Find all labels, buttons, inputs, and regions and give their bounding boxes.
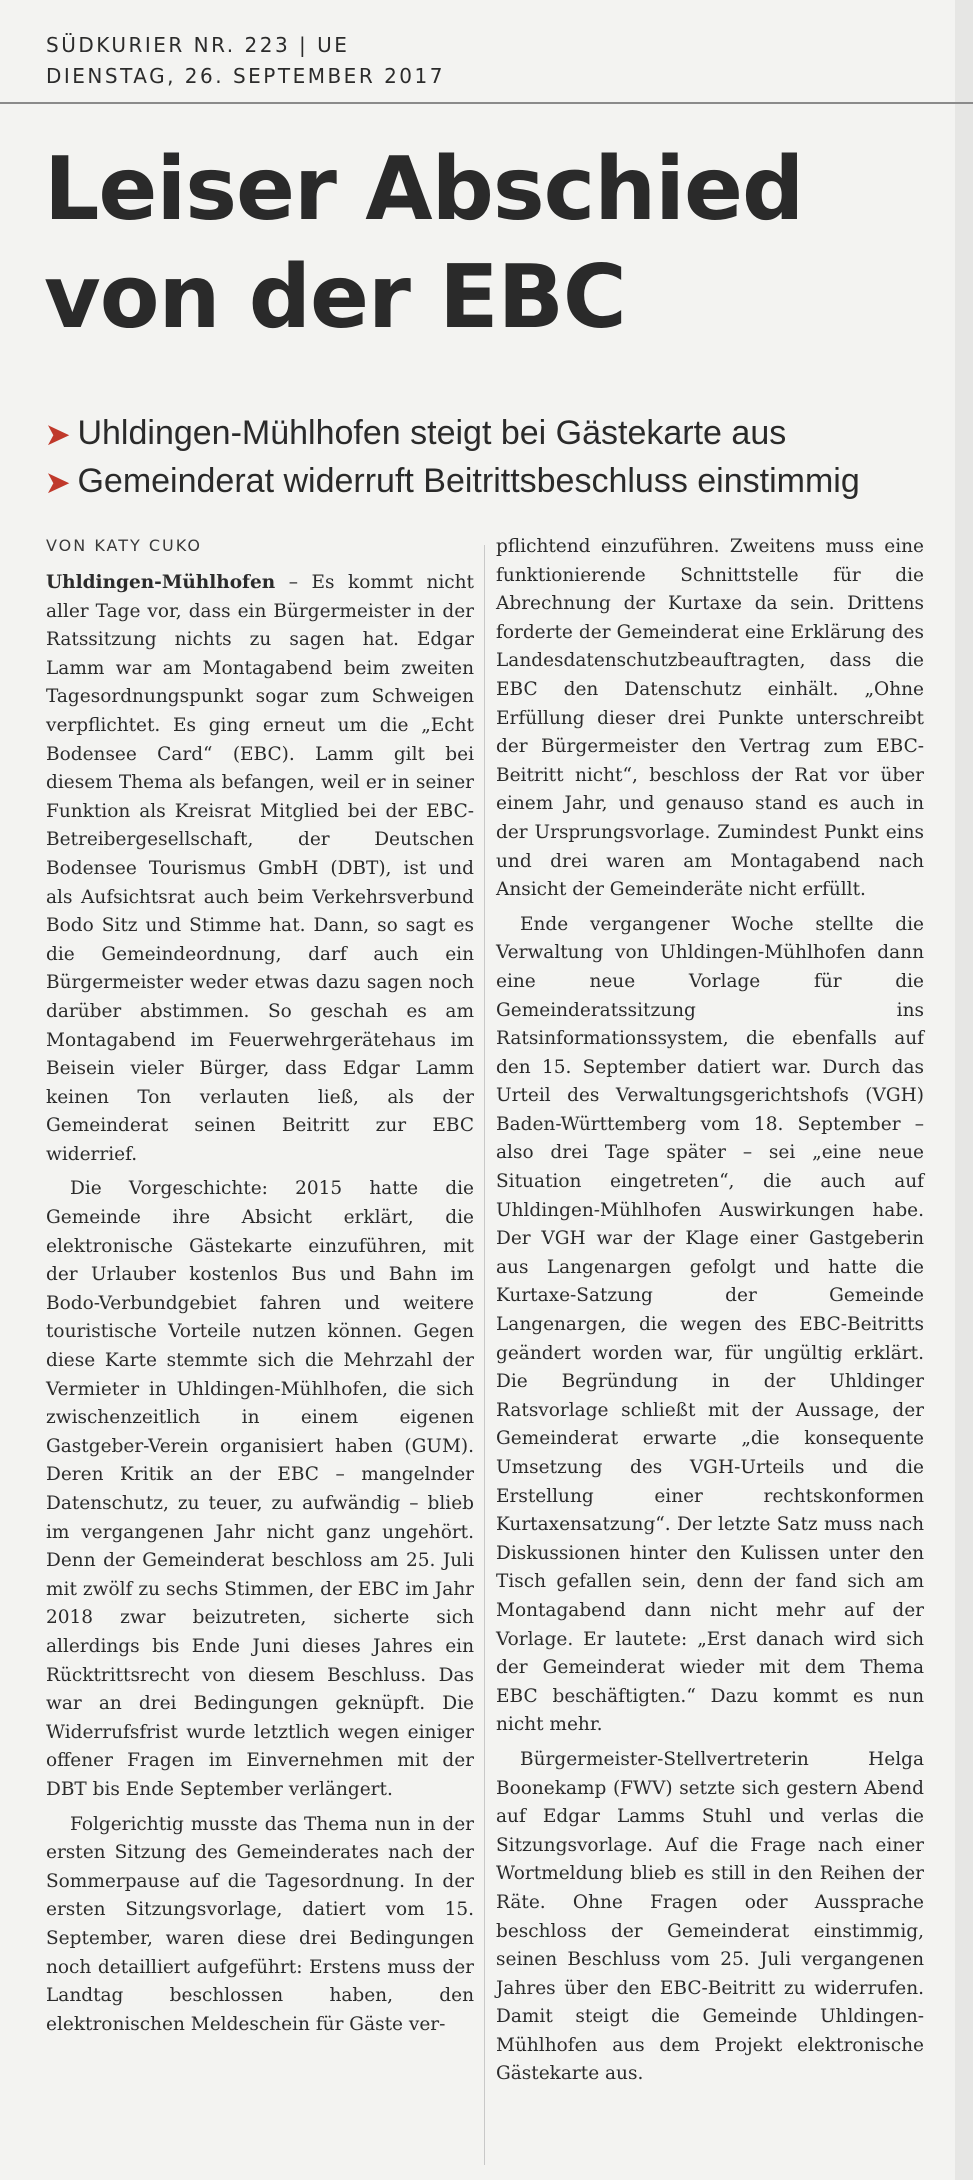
paragraph-2: Die Vorgeschichte: 2015 hatte die Gemeinde ihre Absicht erklärt, die elektronische Gästekarte einzuführen, mit der Urlauber kostenlos Bus und Bahn im Bodo-Verbundgebiet fahren und weitere touristische Vorteile nutzen können. Gegen diese Karte stemmte sich die Mehrzahl der Vermieter in Uhldingen-Mühlhofen, die sich zwischenzeitlich in einem eigenen Gastgeber-Verein organisiert haben (GUM). Deren Kritik an der EBC – mangelnder Datenschutz, zu teuer, zu aufwändig – blieb im vergangenen Jahr nicht ganz ungehört. Denn der Gemeinderat beschloss am 25. Juli mit zwölf zu sechs Stimmen, der EBC im Jahr 2018 zwar beizutreten, sicherte sich allerdings bis Ende Juni dieses Jahres ein Rücktrittsrecht von diesem Beschluss. Das war an drei Bedingungen geknüpft. Die Widerrufsfrist wurde letztlich wegen einiger offener Fragen im Einvernehmen mit der DBT bis Ende September verlängert.	[46, 1178, 474, 1800]
masthead	[46, 30, 546, 92]
page-edge	[955, 0, 973, 2180]
header-rule	[0, 102, 973, 104]
paragraph-5: Bürgermeister-Stellvertreterin Helga Boonekamp (FWV) setzte sich gestern Abend auf Edgar Lamms Stuhl und verlas die Sitzungsvorlage. Auf die Frage nach einer Wortmeldung blieb es still in den Reihen der Räte. Ohne Fragen oder Aussprache beschloss der Gemeinderat einstimmig, seinen Beschluss vom 25. Juli vergangenen Jahres über den EBC-Beitritt zu widerrufen. Damit steigt die Gemeinde Uhldingen-Mühlhofen aus dem Projekt elektronische Gästekarte aus.	[496, 1748, 924, 2085]
dateline-place: Uhldingen-Mühlhofen	[46, 572, 276, 593]
byline: VON KATY CUKO	[46, 536, 202, 555]
subhead-text: Gemeinderat widerruft Beitrittsbeschluss einstimmig	[77, 462, 860, 500]
paragraph-4: Ende vergangener Woche stellte die Verwaltung von Uhldingen-Mühlhofen dann eine neue Vorlage für die Gemeinderatssitzung ins Ratsinformationssystem, die ebenfalls auf den 15. September datiert war. Durch das Urteil des Verwaltungsgerichtshofs (VGH) Baden-Württemberg vom 18. September – also drei Tage später – sei „eine neue Situation eingetreten“, die auch auf Uhldingen-Mühlhofen Auswirkungen habe. Der VGH war der Klage einer Gastgeberin aus Langenargen gefolgt und hatte die Kurtaxe-Satzung der Gemeinde Langenargen, die wegen des EBC-Beitritts geändert worden war, für ungültig erklärt. Die Begründung in der Uhldinger Ratsvorlage schließt mit der Aussage, der Gemeinderat erwarte „die konsequente Umsetzung des VGH-Urteils und die Erstellung einer rechtskonformen Kurtaxensatzung“. Der letzte Satz muss nach Diskussionen hinter den Kulissen unter den Tisch gefallen sein, denn der fand sich am Montagabend dann nicht mehr auf der Vorlage. Er lautete: „Erst danach wird sich der Gemeinderat wieder mit dem Thema EBC beschäftigten.“ Dazu kommt es nun nicht mehr.	[496, 913, 924, 1736]
article-column-right	[496, 533, 924, 2089]
subhead-2	[46, 458, 946, 506]
subhead-1	[46, 410, 946, 458]
paragraph-3-part-2: pflichtend einzuführen. Zweitens muss eine funktionierende Schnittstelle für die Abrechnung der Kurtaxe da sein. Drittens forderte der Gemeinderat eine Erklärung des Landesdatenschutzbeauftragten, dass die EBC den Datenschutz einhält. „Ohne Erfüllung dieser drei Punkte unterschreibt der Bürgermeister den Vertrag zum EBC-Beitritt nicht“, beschloss der Rat vor über einem Jahr, und genauso stand es auch in der Ursprungsvorlage. Zumindest Punkt eins und drei waren am Montagabend nach Ansicht der Gemeinderäte nicht erfüllt.	[496, 536, 924, 901]
column-divider	[484, 545, 485, 2165]
arrow-bullet-icon: ➤	[46, 419, 70, 450]
headline	[44, 135, 884, 351]
headline-line-1: Leiser Abschied	[44, 138, 804, 240]
subheads	[46, 410, 946, 506]
date-line: DIENSTAG, 26. SEPTEMBER 2017	[46, 64, 445, 88]
publication-line: SÜDKURIER NR. 223 | UE	[46, 33, 350, 57]
arrow-bullet-icon: ➤	[46, 467, 70, 498]
subhead-text: Uhldingen-Mühlhofen steigt bei Gästekarte aus	[77, 414, 787, 452]
headline-line-2: von der EBC	[44, 246, 626, 348]
paragraph-3-part-1: Folgerichtig musste das Thema nun in der ersten Sitzung des Gemeinderates nach der Sommerpause auf die Tagesordnung. In der ersten Sitzungsvorlage, datiert vom 15. September, waren diese drei Bedingungen noch detailliert aufgeführt: Erstens muss der Landtag beschlossen haben, den elektronischen Meldeschein für Gäste ver-	[46, 1813, 474, 2035]
paragraph-1-text: – Es kommt nicht aller Tage vor, dass ein Bürgermeister in der Ratssitzung nichts zu sagen hat. Edgar Lamm war am Montagabend beim zweiten Tagesordnungspunkt sogar zum Schweigen verpflichtet. Es ging erneut um die „Echt Bodensee Card“ (EBC). Lamm gilt bei diesem Thema als befangen, weil er in seiner Funktion als Kreisrat Mitglied bei der EBC-Betreibergesellschaft, der Deutschen Bodensee Tourismus GmbH (DBT), ist und als Aufsichtsrat auch beim Verkehrsverbund Bodo Sitz und Stimme hat. Dann, so sagt es die Gemeindeordnung, darf auch ein Bürgermeister weder etwas dazu sagen noch darüber abstimmen. So geschah es am Montagabend im Feuerwehrgerätehaus im Beisein vieler Bürger, dass Edgar Lamm keinen Ton verlauten ließ, als der Gemeinderat seinen Beitritt zur EBC widerrief.	[46, 572, 474, 1165]
paragraph-1	[46, 569, 474, 1169]
article-column-left	[46, 533, 474, 2039]
